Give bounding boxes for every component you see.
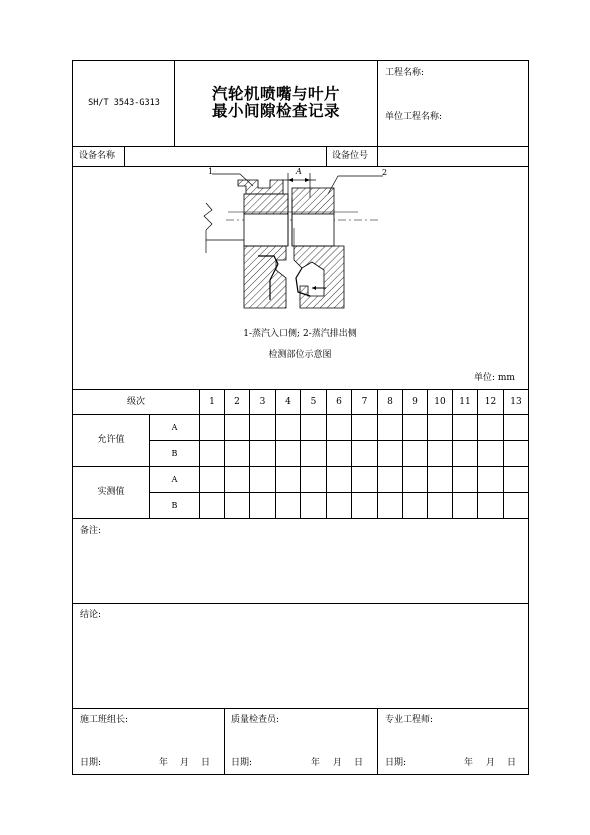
- remarks-label: 备注:: [80, 526, 102, 536]
- date-label: 日期:: [231, 758, 253, 768]
- project-name-field[interactable]: [430, 63, 525, 81]
- value-cell-measured-B-stage-13[interactable]: [505, 494, 527, 517]
- equipment-position-label: 设备位号: [332, 151, 369, 161]
- value-cell-allowed-B-stage-13[interactable]: [505, 442, 527, 465]
- team-leader-label: 施工班组长:: [80, 715, 129, 725]
- value-cell-measured-B-stage-7[interactable]: [353, 494, 376, 517]
- stage-header-5: 5: [310, 397, 317, 407]
- diagram-label-1: 1: [208, 167, 214, 176]
- month-label: 月: [180, 758, 190, 768]
- unit-project-name-field[interactable]: [448, 107, 525, 125]
- value-cell-measured-B-stage-3[interactable]: [251, 494, 274, 517]
- value-cell-measured-A-stage-2[interactable]: [226, 468, 248, 491]
- value-cell-allowed-A-stage-11[interactable]: [454, 416, 476, 439]
- value-cell-allowed-A-stage-7[interactable]: [353, 416, 376, 439]
- value-cell-measured-A-stage-4[interactable]: [277, 468, 299, 491]
- value-cell-allowed-A-stage-9[interactable]: [404, 416, 426, 439]
- diagram-legend: 1-蒸汽入口侧; 2-蒸汽排出侧: [243, 329, 357, 339]
- stage-header-8: 8: [387, 397, 393, 407]
- month-label: 月: [333, 758, 343, 768]
- year-label: 年: [311, 758, 321, 768]
- value-cell-measured-B-stage-6[interactable]: [328, 494, 350, 517]
- value-cell-allowed-B-stage-1[interactable]: [201, 442, 223, 465]
- day-label: 日: [354, 758, 364, 768]
- equipment-name-label: 设备名称: [79, 151, 116, 161]
- value-cell-allowed-B-stage-7[interactable]: [353, 442, 376, 465]
- value-cell-allowed-A-stage-1[interactable]: [201, 416, 223, 439]
- quality-inspector-label: 质量检查员:: [231, 715, 280, 725]
- value-cell-allowed-B-stage-3[interactable]: [251, 442, 274, 465]
- month-label: 月: [486, 758, 496, 768]
- measured-row-A-label: A: [171, 475, 178, 484]
- value-cell-measured-B-stage-8[interactable]: [379, 494, 401, 517]
- value-cell-measured-A-stage-13[interactable]: [505, 468, 527, 491]
- stage-header-6: 6: [336, 397, 342, 407]
- engineer-signature-field[interactable]: [379, 728, 526, 752]
- value-cell-allowed-A-stage-10[interactable]: [429, 416, 451, 439]
- stage-header-12: 12: [484, 397, 497, 407]
- engineer-label: 专业工程师:: [385, 715, 434, 725]
- unit-label: 单位: mm: [474, 373, 515, 383]
- stage-header-10: 10: [434, 397, 446, 407]
- standard-code: SH/T 3543-G313: [88, 98, 160, 108]
- stage-header-11: 11: [459, 397, 471, 407]
- value-cell-measured-B-stage-10[interactable]: [429, 494, 451, 517]
- value-cell-measured-B-stage-1[interactable]: [201, 494, 223, 517]
- value-cell-allowed-B-stage-4[interactable]: [277, 442, 299, 465]
- value-cell-measured-A-stage-7[interactable]: [353, 468, 376, 491]
- value-cell-measured-A-stage-12[interactable]: [479, 468, 502, 491]
- value-cell-measured-B-stage-9[interactable]: [404, 494, 426, 517]
- stage-header-13: 13: [510, 397, 522, 407]
- value-cell-allowed-A-stage-13[interactable]: [505, 416, 527, 439]
- value-cell-measured-A-stage-5[interactable]: [302, 468, 325, 491]
- diagram-label-2: 2: [382, 168, 388, 177]
- measured-row-B-label: B: [171, 501, 178, 510]
- value-cell-measured-B-stage-2[interactable]: [226, 494, 248, 517]
- form-title-line1: 汽轮机喷嘴与叶片: [211, 85, 340, 103]
- year-label: 年: [464, 758, 474, 768]
- value-cell-allowed-B-stage-9[interactable]: [404, 442, 426, 465]
- conclusion-field[interactable]: [74, 622, 527, 706]
- value-cell-measured-A-stage-11[interactable]: [454, 468, 476, 491]
- value-cell-allowed-B-stage-6[interactable]: [328, 442, 350, 465]
- project-name-label: 工程名称:: [385, 68, 425, 78]
- day-label: 日: [507, 758, 517, 768]
- value-cell-allowed-A-stage-4[interactable]: [277, 416, 299, 439]
- stage-label: 级次: [126, 397, 145, 407]
- conclusion-label: 结论:: [80, 610, 102, 620]
- value-cell-allowed-A-stage-6[interactable]: [328, 416, 350, 439]
- value-cell-allowed-B-stage-5[interactable]: [302, 442, 325, 465]
- day-label: 日: [201, 758, 211, 768]
- value-cell-allowed-B-stage-12[interactable]: [479, 442, 502, 465]
- equipment-position-field[interactable]: [379, 148, 526, 165]
- nozzle-blade-diagram: [198, 168, 403, 314]
- value-cell-measured-A-stage-6[interactable]: [328, 468, 350, 491]
- diagram-label-A: A: [296, 167, 302, 176]
- year-label: 年: [159, 758, 169, 768]
- value-cell-allowed-A-stage-5[interactable]: [302, 416, 325, 439]
- date-label: 日期:: [385, 758, 407, 768]
- value-cell-allowed-B-stage-10[interactable]: [429, 442, 451, 465]
- value-cell-allowed-A-stage-12[interactable]: [479, 416, 502, 439]
- quality-inspector-signature-field[interactable]: [226, 728, 375, 752]
- form-title-line2: 最小间隙检查记录: [211, 102, 340, 120]
- value-cell-allowed-B-stage-11[interactable]: [454, 442, 476, 465]
- measured-value-label: 实测值: [97, 487, 125, 497]
- unit-project-name-label: 单位工程名称:: [385, 112, 443, 122]
- value-cell-measured-A-stage-9[interactable]: [404, 468, 426, 491]
- allowed-row-B-label: B: [171, 449, 178, 458]
- value-cell-allowed-A-stage-2[interactable]: [226, 416, 248, 439]
- stage-header-4: 4: [285, 397, 291, 407]
- diagram-caption: 检测部位示意图: [268, 350, 332, 360]
- value-cell-measured-B-stage-11[interactable]: [454, 494, 476, 517]
- value-cell-allowed-A-stage-8[interactable]: [379, 416, 401, 439]
- value-cell-measured-B-stage-12[interactable]: [479, 494, 502, 517]
- stage-header-1: 1: [209, 397, 215, 407]
- remarks-field[interactable]: [74, 538, 527, 601]
- allowed-value-label: 允许值: [97, 435, 125, 445]
- value-cell-measured-A-stage-8[interactable]: [379, 468, 401, 491]
- value-cell-measured-A-stage-10[interactable]: [429, 468, 451, 491]
- allowed-row-A-label: A: [171, 423, 178, 432]
- stage-header-7: 7: [361, 397, 368, 407]
- value-cell-measured-A-stage-1[interactable]: [201, 468, 223, 491]
- date-label: 日期:: [80, 758, 102, 768]
- stage-header-9: 9: [412, 397, 418, 407]
- value-cell-measured-A-stage-3[interactable]: [251, 468, 274, 491]
- value-cell-measured-B-stage-5[interactable]: [302, 494, 325, 517]
- value-cell-allowed-A-stage-3[interactable]: [251, 416, 274, 439]
- stage-header-2: 2: [234, 397, 240, 407]
- team-leader-signature-field[interactable]: [74, 728, 222, 752]
- equipment-name-field[interactable]: [126, 148, 324, 165]
- value-cell-allowed-B-stage-8[interactable]: [379, 442, 401, 465]
- value-cell-allowed-B-stage-2[interactable]: [226, 442, 248, 465]
- value-cell-measured-B-stage-4[interactable]: [277, 494, 299, 517]
- stage-header-3: 3: [259, 397, 266, 407]
